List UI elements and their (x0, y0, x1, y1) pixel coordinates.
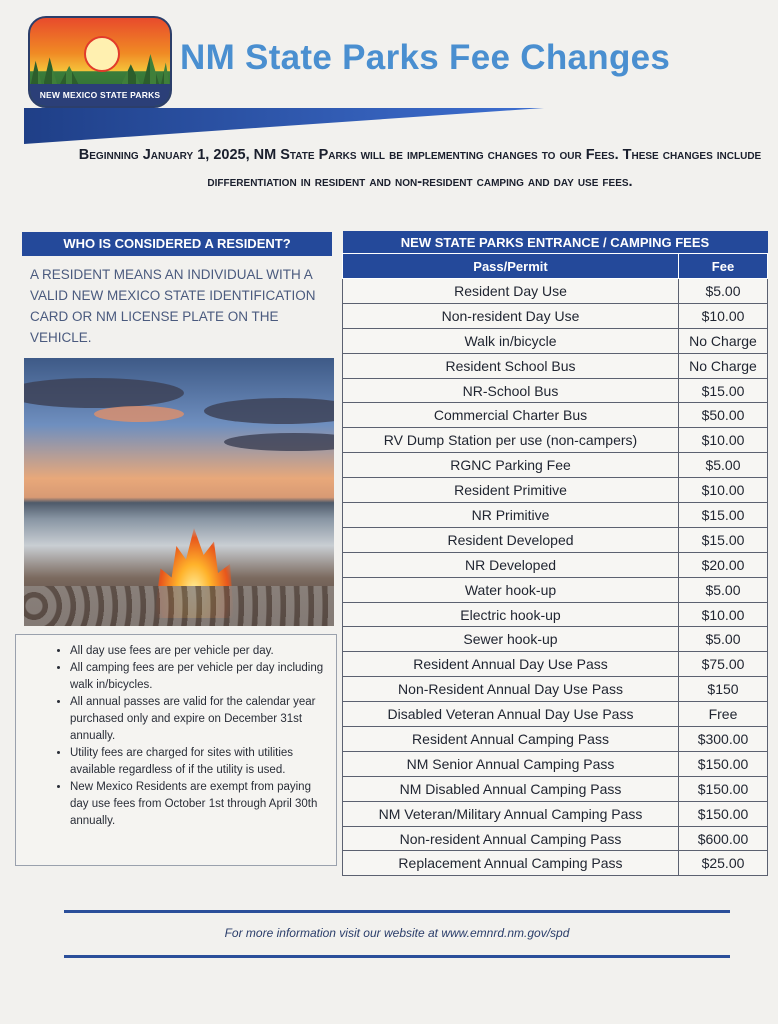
pass-fee: $10.00 (679, 428, 768, 453)
pass-fee: $600.00 (679, 826, 768, 851)
pass-name: Replacement Annual Camping Pass (343, 851, 679, 876)
fees-table-caption: NEW STATE PARKS ENTRANCE / CAMPING FEES (343, 231, 768, 254)
fee-notes-box (15, 634, 337, 866)
pass-fee: $10.00 (679, 602, 768, 627)
pass-name: Non-resident Annual Camping Pass (343, 826, 679, 851)
page-title: NM State Parks Fee Changes (180, 38, 671, 77)
pass-fee: $50.00 (679, 403, 768, 428)
table-row (343, 652, 768, 677)
pass-fee: No Charge (679, 353, 768, 378)
pass-name: Non-Resident Annual Day Use Pass (343, 677, 679, 702)
intro-text: Beginning January 1, 2025, NM State Parks will be implementing changes to our Fees. These changes include differentiation in resident and non-resident camping and day use fees. (78, 147, 762, 190)
pass-fee: $15.00 (679, 503, 768, 528)
note-item: • All camping fees are per vehicle per day including walk in/bicycles. (70, 660, 328, 694)
table-row (343, 552, 768, 577)
pass-name: RV Dump Station per use (non-campers) (343, 428, 679, 453)
pass-name: Water hook-up (343, 577, 679, 602)
resident-definition: A RESIDENT MEANS AN INDIVIDUAL WITH A VALID NEW MEXICO STATE IDENTIFICATION CARD OR NM LICENSE PLATE ON THE VEHICLE. (30, 267, 316, 345)
fees-table-container (342, 231, 768, 876)
note-item: • Utility fees are charged for sites with utilities available regardless of if the utility is used. (70, 745, 328, 779)
pass-name: RGNC Parking Fee (343, 453, 679, 478)
pass-name: Sewer hook-up (343, 627, 679, 652)
note-item: • All day use fees are per vehicle per day. (70, 643, 328, 660)
pass-fee: $5.00 (679, 627, 768, 652)
table-row (343, 776, 768, 801)
campfire-lake-photo (24, 358, 334, 626)
table-row (343, 627, 768, 652)
pass-fee: $150.00 (679, 776, 768, 801)
table-row (343, 378, 768, 403)
pass-fee: $25.00 (679, 851, 768, 876)
pass-name: NM Veteran/Military Annual Camping Pass (343, 801, 679, 826)
note-item: • New Mexico Residents are exempt from paying day use fees from October 1st through April 30th annually. (70, 779, 328, 830)
pass-name: Non-resident Day Use (343, 303, 679, 328)
logo-text: NEW MEXICO STATE PARKS (30, 84, 170, 106)
table-row (343, 428, 768, 453)
table-row (343, 751, 768, 776)
column-header-fee: Fee (679, 254, 768, 279)
table-row (343, 677, 768, 702)
rocks-graphic (24, 586, 334, 626)
pass-fee: No Charge (679, 328, 768, 353)
pass-fee: $150.00 (679, 751, 768, 776)
pass-name: NM Senior Annual Camping Pass (343, 751, 679, 776)
pass-name: Resident School Bus (343, 353, 679, 378)
pass-name: Resident Annual Day Use Pass (343, 652, 679, 677)
pass-name: NR-School Bus (343, 378, 679, 403)
pass-fee: $150 (679, 677, 768, 702)
table-row (343, 727, 768, 752)
table-row (343, 353, 768, 378)
table-row (343, 602, 768, 627)
pass-name: Walk in/bicycle (343, 328, 679, 353)
pass-fee: $5.00 (679, 453, 768, 478)
table-row (343, 851, 768, 876)
nm-state-parks-logo (28, 16, 172, 108)
pass-fee: $10.00 (679, 303, 768, 328)
pass-name: Resident Annual Camping Pass (343, 727, 679, 752)
table-row (343, 403, 768, 428)
pass-fee: $150.00 (679, 801, 768, 826)
table-row (343, 801, 768, 826)
footer-divider-top (64, 910, 730, 913)
pass-fee: $5.00 (679, 279, 768, 304)
zia-sun-icon (84, 36, 120, 72)
pass-name: NM Disabled Annual Camping Pass (343, 776, 679, 801)
pass-fee: $10.00 (679, 478, 768, 503)
fees-table (342, 231, 768, 876)
pass-name: Electric hook-up (343, 602, 679, 627)
pass-name: Resident Developed (343, 527, 679, 552)
table-row (343, 503, 768, 528)
pass-name: Disabled Veteran Annual Day Use Pass (343, 702, 679, 727)
pass-name: NR Developed (343, 552, 679, 577)
pass-fee: $15.00 (679, 378, 768, 403)
resident-heading: WHO IS CONSIDERED A RESIDENT? (22, 232, 332, 256)
footer-divider-bottom (64, 955, 730, 958)
table-row (343, 279, 768, 304)
table-row (343, 478, 768, 503)
pass-fee: $5.00 (679, 577, 768, 602)
table-row (343, 577, 768, 602)
table-row (343, 826, 768, 851)
pass-fee: $300.00 (679, 727, 768, 752)
table-row (343, 453, 768, 478)
column-header-pass: Pass/Permit (343, 254, 679, 279)
pass-fee: $15.00 (679, 527, 768, 552)
pass-name: Resident Primitive (343, 478, 679, 503)
table-row (343, 527, 768, 552)
pass-name: Commercial Charter Bus (343, 403, 679, 428)
pass-fee: $20.00 (679, 552, 768, 577)
pass-fee: $75.00 (679, 652, 768, 677)
table-row (343, 328, 768, 353)
table-row (343, 702, 768, 727)
header-swoosh (24, 108, 544, 144)
footer-website-text: For more information visit our website at www.emnrd.nm.gov/spd (224, 926, 570, 940)
pass-name: NR Primitive (343, 503, 679, 528)
pass-fee: Free (679, 702, 768, 727)
pass-name: Resident Day Use (343, 279, 679, 304)
note-item: • All annual passes are valid for the calendar year purchased only and expire on December 31st annually. (70, 694, 328, 745)
table-row (343, 303, 768, 328)
